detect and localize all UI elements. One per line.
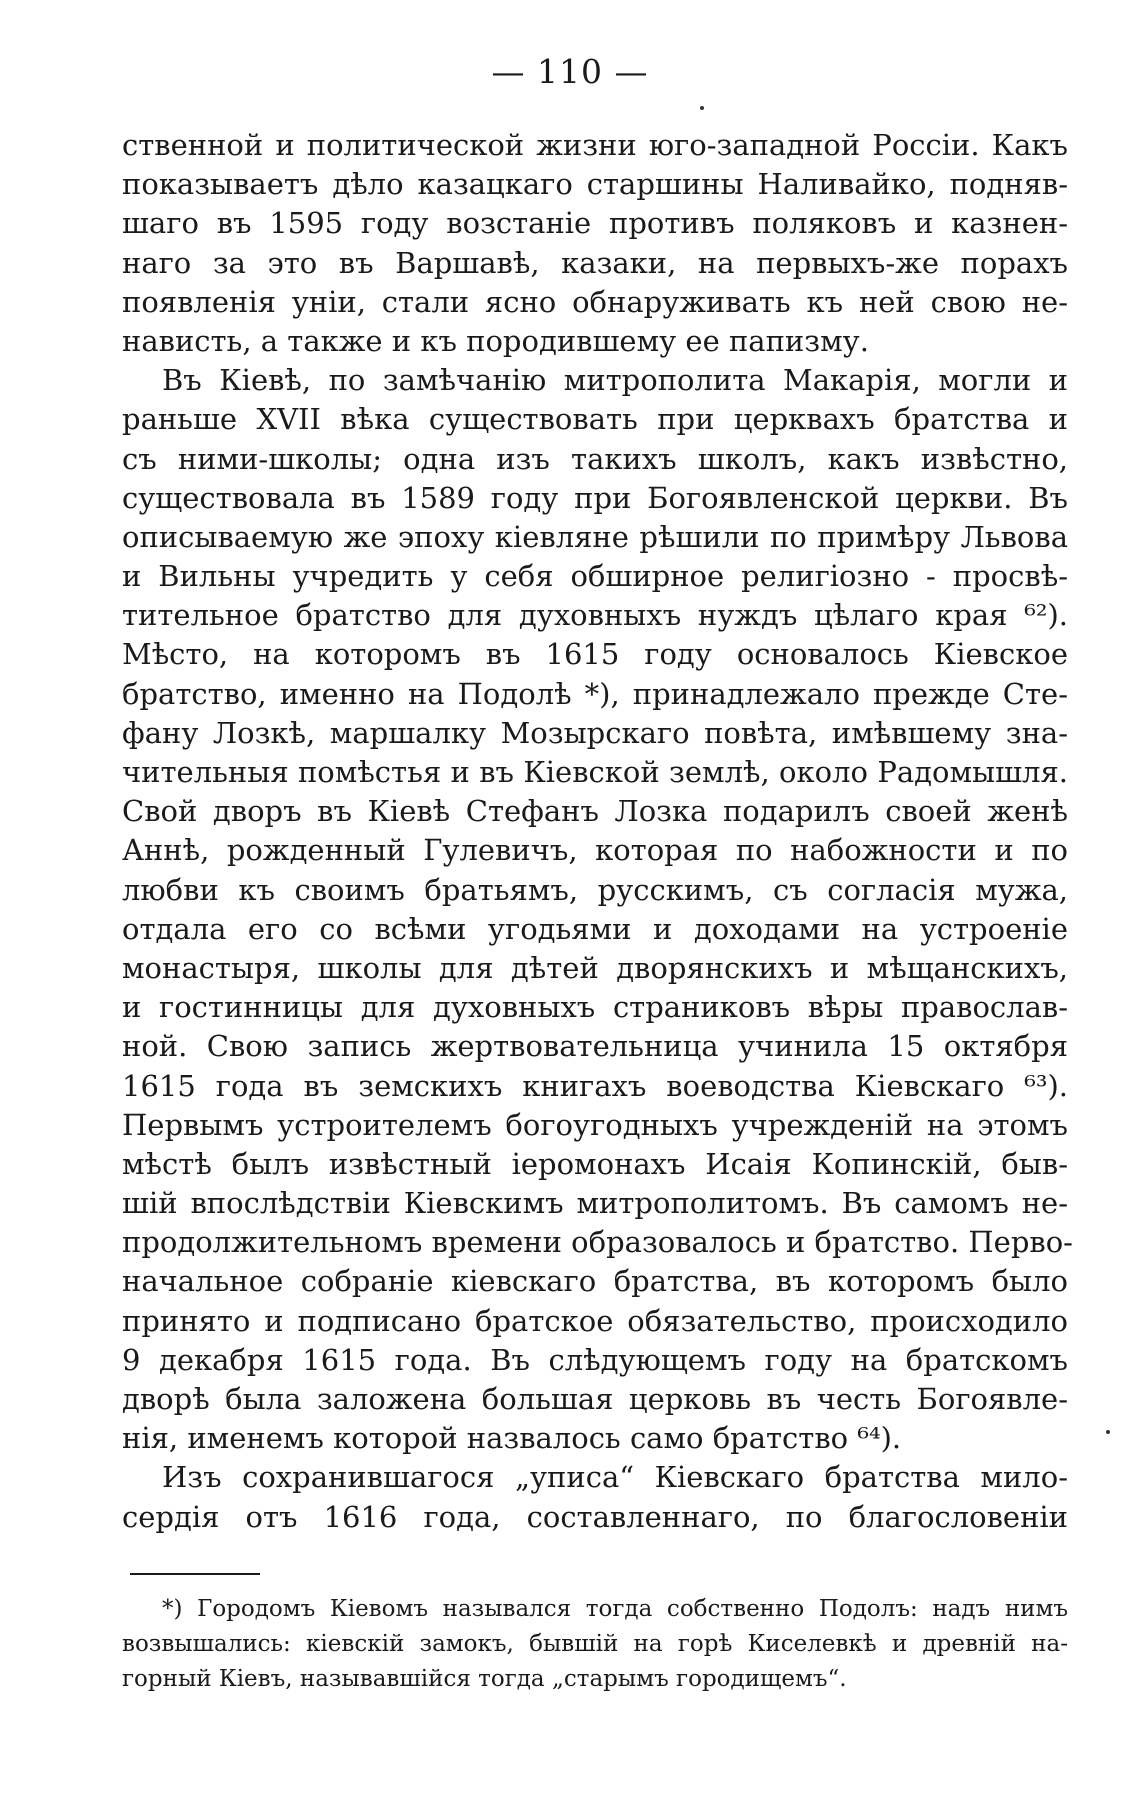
text-line: Свой дворъ въ Кіевѣ Стефанъ Лозка подарилъ своей женѣ bbox=[122, 794, 1068, 829]
footnote-line: горный Кіевъ, называвшійся тогда „старымъ городищемъ“. bbox=[122, 1666, 847, 1692]
text-line: Первымъ устроителемъ богоугодныхъ учрежденій на этомъ bbox=[122, 1107, 1068, 1142]
text-line: ственной и политической жизни юго-западной Россіи. Какъ bbox=[122, 128, 1068, 162]
ink-speck bbox=[1106, 1430, 1110, 1434]
main-text bbox=[122, 126, 1073, 1537]
text-line: тительное братство для духовныхъ нуждъ цѣлаго края ⁶²). bbox=[122, 598, 1068, 633]
footnote-separator bbox=[130, 1573, 260, 1575]
text-line: ной. Свою запись жертвовательница учинила 15 октября bbox=[122, 1029, 1068, 1064]
text-line: Мѣсто, на которомъ въ 1615 году основалось Кіевское bbox=[122, 637, 1068, 672]
footnote-line: *) Городомъ Кіевомъ назывался тогда собственно Подолъ: надъ нимъ bbox=[162, 1596, 1068, 1622]
text-line: и Вильны учредить у себя обширное религіозно - просвѣ- bbox=[122, 559, 1068, 594]
text-line: и гостинницы для духовныхъ страниковъ вѣры православ- bbox=[122, 990, 1068, 1025]
text-line: наго за это въ Варшавѣ, казаки, на первыхъ-же порахъ bbox=[122, 245, 1068, 280]
text-line: съ ними-школы; одна изъ такихъ школъ, какъ извѣстно, bbox=[122, 441, 1068, 476]
page-number: — 110 — bbox=[491, 52, 649, 91]
text-line: Въ Кіевѣ, по замѣчанію митрополита Макарія, могли и bbox=[162, 363, 1068, 398]
text-line: братство, именно на Подолѣ *), принадлежало прежде Сте- bbox=[122, 676, 1068, 711]
text-line: фану Лозкѣ, маршалку Мозырскаго повѣта, имѣвшему зна- bbox=[122, 715, 1068, 750]
text-line: появленія уніи, стали ясно обнаруживать къ ней свою не- bbox=[122, 284, 1068, 319]
ink-speck bbox=[700, 106, 704, 110]
text-line: сердія отъ 1616 года, составленнаго, по благословеніи bbox=[122, 1499, 1068, 1534]
text-line: существовала въ 1589 году при Богоявленской церкви. Въ bbox=[122, 480, 1068, 515]
text-line: нія, именемъ которой назвалось само братство ⁶⁴). bbox=[122, 1421, 902, 1456]
text-line: принято и подписано братское обязательство, происходило bbox=[122, 1303, 1068, 1338]
text-line: продолжительномъ времени образовалось и братство. Перво- bbox=[122, 1225, 1073, 1260]
text-line: Аннѣ, рожденный Гулевичъ, которая по набожности и по bbox=[122, 833, 1068, 868]
text-line: 9 декабря 1615 года. Въ слѣдующемъ году на братскомъ bbox=[122, 1342, 1068, 1377]
text-line: начальное собраніе кіевскаго братства, въ которомъ было bbox=[122, 1264, 1068, 1299]
text-line: Изъ сохранившагося „уписа“ Кіевскаго братства мило- bbox=[162, 1460, 1068, 1495]
footnote-line: возвышались: кіевскій замокъ, бывшій на горѣ Киселевкѣ и древній на- bbox=[122, 1631, 1068, 1657]
text-line: раньше XVII вѣка существовать при церквахъ братства и bbox=[122, 402, 1068, 437]
footnote bbox=[122, 1592, 1068, 1697]
text-line: шій впослѣдствіи Кіевскимъ митрополитомъ. Въ самомъ не- bbox=[122, 1186, 1068, 1221]
text-line: 1615 года въ земскихъ книгахъ воеводства Кіевскаго ⁶³). bbox=[122, 1068, 1068, 1103]
text-line: отдала его со всѣми угодьями и доходами на устроеніе bbox=[122, 911, 1068, 946]
text-line: шаго въ 1595 году возстаніе противъ поляковъ и казнен- bbox=[122, 206, 1068, 241]
text-line: дворѣ была заложена большая церковь въ честь Богоявле- bbox=[122, 1382, 1068, 1416]
text-line: монастыря, школы для дѣтей дворянскихъ и мѣщанскихъ, bbox=[122, 950, 1068, 985]
text-line: нависть, а также и къ породившему ее папизму. bbox=[122, 323, 869, 358]
text-line: чительныя помѣстья и въ Кіевской землѣ, около Радомышля. bbox=[122, 755, 1068, 789]
text-line: любви къ своимъ братьямъ, русскимъ, съ согласія мужа, bbox=[122, 872, 1068, 907]
text-line: описываемую же эпоху кіевляне рѣшили по примѣру Львова bbox=[122, 519, 1068, 554]
text-line: мѣстѣ былъ извѣстный іеромонахъ Исаія Копинскій, быв- bbox=[122, 1146, 1068, 1181]
text-line: показываетъ дѣло казацкаго старшины Наливайко, подняв- bbox=[122, 167, 1068, 202]
